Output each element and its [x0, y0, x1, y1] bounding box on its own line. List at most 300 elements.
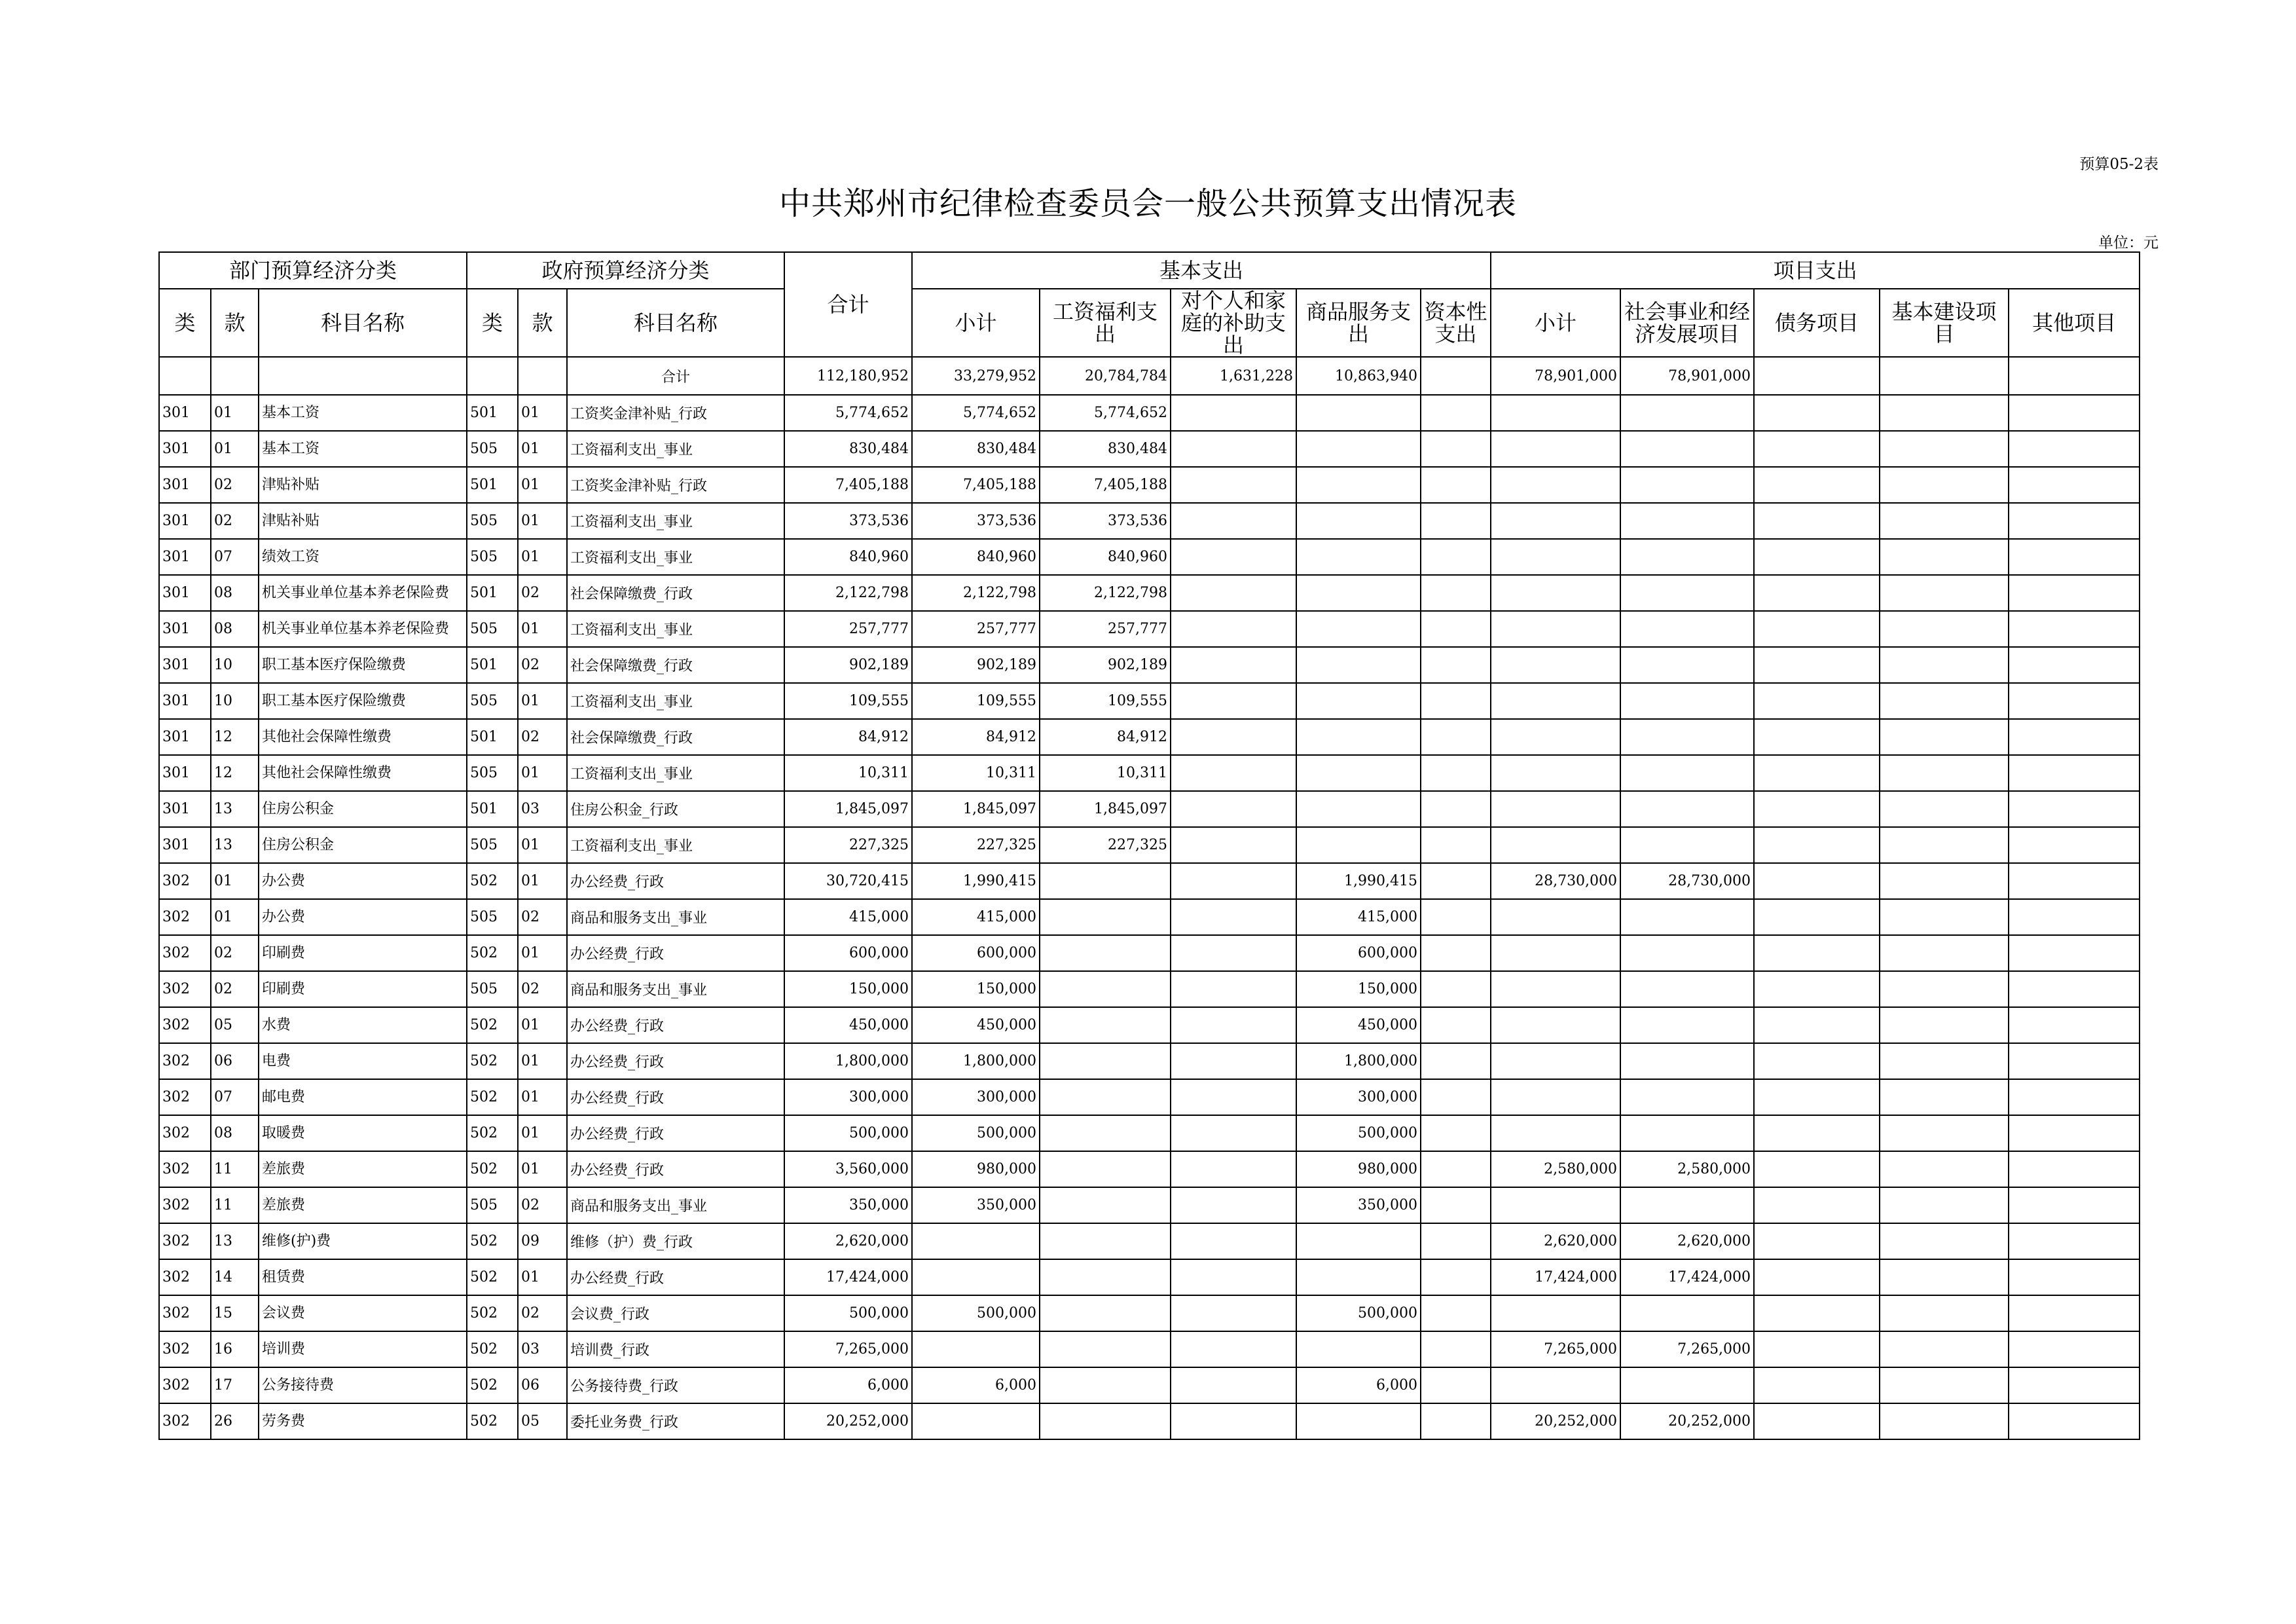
dept-kuan-cell: 05	[211, 1007, 259, 1043]
goods-services-cell	[1296, 647, 1421, 683]
gov-lei-cell: 505	[467, 1187, 518, 1223]
gov-subject-cell: 社会保障缴费_行政	[567, 719, 784, 755]
family-subsidy-cell	[1171, 503, 1296, 539]
debt-cell	[1754, 899, 1880, 935]
gov-kuan-cell: 01	[518, 1043, 567, 1079]
project-subtotal-cell	[1491, 611, 1620, 647]
capital-cell	[1421, 575, 1491, 611]
debt-cell	[1754, 1295, 1880, 1331]
family-subsidy-cell	[1171, 395, 1296, 431]
total-cell: 2,620,000	[784, 1223, 912, 1259]
goods-services-cell	[1296, 827, 1421, 863]
capital-cell	[1421, 791, 1491, 827]
dept-kuan-cell: 11	[211, 1187, 259, 1223]
construction-cell	[1880, 1295, 2009, 1331]
debt-cell	[1754, 863, 1880, 899]
capital-cell	[1421, 1079, 1491, 1115]
dept-lei-cell: 302	[159, 1115, 211, 1151]
family-subsidy-cell	[1171, 1151, 1296, 1187]
table-row	[159, 1223, 2140, 1259]
gov-kuan-cell: 01	[518, 827, 567, 863]
capital-cell	[1421, 611, 1491, 647]
total-cell: 5,774,652	[784, 395, 912, 431]
goods-services-cell: 500,000	[1296, 1295, 1421, 1331]
goods-services-cell: 1,800,000	[1296, 1043, 1421, 1079]
wages-cell	[1040, 1223, 1171, 1259]
construction-cell	[1880, 1043, 2009, 1079]
wages-cell	[1040, 1295, 1171, 1331]
total-row-project-subtotal: 78,901,000	[1491, 357, 1620, 395]
goods-services-cell	[1296, 503, 1421, 539]
gov-lei-cell: 501	[467, 395, 518, 431]
construction-cell	[1880, 1115, 2009, 1151]
dept-subject-cell: 其他社会保障性缴费	[259, 755, 467, 791]
gov-kuan-cell: 02	[518, 575, 567, 611]
construction-cell	[1880, 1079, 2009, 1115]
dept-subject-cell: 基本工资	[259, 395, 467, 431]
dept-kuan-cell: 01	[211, 431, 259, 467]
project-subtotal-cell: 2,620,000	[1491, 1223, 1620, 1259]
other-cell	[2009, 503, 2140, 539]
goods-services-cell: 450,000	[1296, 1007, 1421, 1043]
basic-subtotal-cell: 980,000	[912, 1151, 1040, 1187]
other-cell	[2009, 1151, 2140, 1187]
gov-subject-cell: 工资福利支出_事业	[567, 611, 784, 647]
other-cell	[2009, 539, 2140, 575]
gov-subject-cell: 公务接待费_行政	[567, 1367, 784, 1403]
project-subtotal-cell	[1491, 719, 1620, 755]
other-cell	[2009, 1295, 2140, 1331]
gov-subject-cell: 工资福利支出_事业	[567, 683, 784, 719]
gov-kuan-cell: 02	[518, 899, 567, 935]
wages-cell: 10,311	[1040, 755, 1171, 791]
family-subsidy-cell	[1171, 1331, 1296, 1367]
capital-cell	[1421, 1115, 1491, 1151]
gov-subject-cell: 工资奖金津补贴_行政	[567, 467, 784, 503]
capital-cell	[1421, 647, 1491, 683]
dept-subject-cell: 电费	[259, 1043, 467, 1079]
table-row	[159, 899, 2140, 935]
family-subsidy-cell	[1171, 1115, 1296, 1151]
dept-kuan-cell: 02	[211, 467, 259, 503]
wages-cell: 5,774,652	[1040, 395, 1171, 431]
project-subtotal-cell	[1491, 647, 1620, 683]
family-subsidy-header: 对个人和家庭的补助支出	[1171, 289, 1296, 357]
gov-kuan-cell: 02	[518, 971, 567, 1007]
capital-cell	[1421, 395, 1491, 431]
capital-cell	[1421, 827, 1491, 863]
total-cell: 257,777	[784, 611, 912, 647]
debt-cell	[1754, 647, 1880, 683]
project-subtotal-cell: 28,730,000	[1491, 863, 1620, 899]
project-expense-header: 项目支出	[1491, 252, 2140, 289]
social-dev-cell	[1620, 755, 1754, 791]
dept-subject-cell: 取暖费	[259, 1115, 467, 1151]
dept-subject-cell: 公务接待费	[259, 1367, 467, 1403]
goods-services-cell: 500,000	[1296, 1115, 1421, 1151]
basic-subtotal-cell: 830,484	[912, 431, 1040, 467]
capital-cell	[1421, 1295, 1491, 1331]
gov-kuan-cell: 02	[518, 1187, 567, 1223]
basic-subtotal-cell	[912, 1223, 1040, 1259]
social-dev-cell	[1620, 1367, 1754, 1403]
construction-cell	[1880, 647, 2009, 683]
goods-services-cell	[1296, 539, 1421, 575]
dept-kuan-cell: 11	[211, 1151, 259, 1187]
other-cell	[2009, 1079, 2140, 1115]
table-row	[159, 395, 2140, 431]
dept-lei-cell: 301	[159, 647, 211, 683]
construction-header: 基本建设项目	[1880, 289, 2009, 357]
dept-kuan-cell: 07	[211, 1079, 259, 1115]
wages-cell: 257,777	[1040, 611, 1171, 647]
goods-services-cell: 350,000	[1296, 1187, 1421, 1223]
dept-lei-cell: 302	[159, 1151, 211, 1187]
total-row-wages: 20,784,784	[1040, 357, 1171, 395]
debt-cell	[1754, 575, 1880, 611]
basic-subtotal-cell: 150,000	[912, 971, 1040, 1007]
debt-cell	[1754, 683, 1880, 719]
family-subsidy-cell	[1171, 431, 1296, 467]
gov-lei-cell: 502	[467, 863, 518, 899]
gov-kuan-cell: 02	[518, 647, 567, 683]
project-subtotal-cell	[1491, 467, 1620, 503]
gov-lei-cell: 505	[467, 611, 518, 647]
debt-cell	[1754, 827, 1880, 863]
goods-services-cell: 6,000	[1296, 1367, 1421, 1403]
dept-subject-cell: 差旅费	[259, 1151, 467, 1187]
dept-kuan-cell: 26	[211, 1403, 259, 1439]
construction-cell	[1880, 1187, 2009, 1223]
social-dev-cell	[1620, 1043, 1754, 1079]
gov-kuan-cell: 01	[518, 395, 567, 431]
dept-subject-cell: 基本工资	[259, 431, 467, 467]
project-subtotal-cell	[1491, 395, 1620, 431]
debt-cell	[1754, 755, 1880, 791]
dept-subject-cell: 差旅费	[259, 1187, 467, 1223]
gov-subject-cell: 会议费_行政	[567, 1295, 784, 1331]
social-dev-cell: 2,580,000	[1620, 1151, 1754, 1187]
basic-subtotal-cell: 350,000	[912, 1187, 1040, 1223]
gov-lei-cell: 505	[467, 827, 518, 863]
debt-cell	[1754, 1259, 1880, 1295]
table-row	[159, 1331, 2140, 1367]
dept-subject-cell: 机关事业单位基本养老保险费	[259, 575, 467, 611]
gov-lei-cell: 505	[467, 755, 518, 791]
gov-lei-cell: 505	[467, 899, 518, 935]
basic-subtotal-cell: 450,000	[912, 1007, 1040, 1043]
table-row	[159, 467, 2140, 503]
dept-subject-cell: 印刷费	[259, 935, 467, 971]
dept-kuan-cell: 10	[211, 647, 259, 683]
capital-cell	[1421, 1259, 1491, 1295]
dept-subject-cell: 维修(护)费	[259, 1223, 467, 1259]
other-cell	[2009, 395, 2140, 431]
dept-kuan-cell: 12	[211, 755, 259, 791]
social-dev-cell	[1620, 971, 1754, 1007]
dept-kuan-cell: 01	[211, 395, 259, 431]
wages-cell: 830,484	[1040, 431, 1171, 467]
total-cell: 17,424,000	[784, 1259, 912, 1295]
other-cell	[2009, 755, 2140, 791]
basic-subtotal-cell: 300,000	[912, 1079, 1040, 1115]
social-dev-cell	[1620, 431, 1754, 467]
basic-subtotal-cell: 227,325	[912, 827, 1040, 863]
family-subsidy-cell	[1171, 467, 1296, 503]
social-dev-cell	[1620, 395, 1754, 431]
project-subtotal-cell	[1491, 1007, 1620, 1043]
social-dev-cell: 28,730,000	[1620, 863, 1754, 899]
goods-services-cell: 300,000	[1296, 1079, 1421, 1115]
family-subsidy-cell	[1171, 1295, 1296, 1331]
construction-cell	[1880, 467, 2009, 503]
total-cell: 500,000	[784, 1115, 912, 1151]
project-subtotal-cell	[1491, 1043, 1620, 1079]
family-subsidy-cell	[1171, 611, 1296, 647]
dept-kuan-cell: 13	[211, 827, 259, 863]
gov-subject-cell: 维修（护）费_行政	[567, 1223, 784, 1259]
wages-cell	[1040, 1151, 1171, 1187]
debt-cell	[1754, 971, 1880, 1007]
capital-cell	[1421, 971, 1491, 1007]
basic-subtotal-cell: 840,960	[912, 539, 1040, 575]
social-dev-header: 社会事业和经济发展项目	[1620, 289, 1754, 357]
goods-services-cell	[1296, 791, 1421, 827]
wages-cell	[1040, 1187, 1171, 1223]
table-row	[159, 575, 2140, 611]
wages-cell: 902,189	[1040, 647, 1171, 683]
wages-cell	[1040, 1115, 1171, 1151]
construction-cell	[1880, 755, 2009, 791]
total-row-basic-subtotal: 33,279,952	[912, 357, 1040, 395]
gov-lei-cell: 505	[467, 683, 518, 719]
total-row-social-dev: 78,901,000	[1620, 357, 1754, 395]
basic-subtotal-cell: 500,000	[912, 1115, 1040, 1151]
dept-subject-header: 科目名称	[259, 289, 467, 357]
table-row	[159, 1079, 2140, 1115]
table-row	[159, 827, 2140, 863]
debt-cell	[1754, 1223, 1880, 1259]
dept-kuan-cell: 06	[211, 1043, 259, 1079]
table-row	[159, 611, 2140, 647]
capital-cell	[1421, 755, 1491, 791]
gov-subject-cell: 工资奖金津补贴_行政	[567, 395, 784, 431]
table-row	[159, 1043, 2140, 1079]
dept-subject-cell: 津贴补贴	[259, 503, 467, 539]
gov-kuan-cell: 03	[518, 1331, 567, 1367]
basic-subtotal-cell: 6,000	[912, 1367, 1040, 1403]
dept-lei-cell: 302	[159, 899, 211, 935]
social-dev-cell	[1620, 1187, 1754, 1223]
dept-kuan-cell: 01	[211, 899, 259, 935]
debt-cell	[1754, 1403, 1880, 1439]
debt-cell	[1754, 503, 1880, 539]
basic-subtotal-cell: 902,189	[912, 647, 1040, 683]
table-row	[159, 1115, 2140, 1151]
construction-cell	[1880, 899, 2009, 935]
other-cell	[2009, 1043, 2140, 1079]
gov-lei-cell: 505	[467, 971, 518, 1007]
wages-cell: 7,405,188	[1040, 467, 1171, 503]
dept-subject-cell: 职工基本医疗保险缴费	[259, 683, 467, 719]
other-cell	[2009, 971, 2140, 1007]
wages-cell	[1040, 935, 1171, 971]
dept-kuan-cell: 01	[211, 863, 259, 899]
basic-subtotal-cell: 1,845,097	[912, 791, 1040, 827]
dept-kuan-cell: 12	[211, 719, 259, 755]
construction-cell	[1880, 1259, 2009, 1295]
construction-cell	[1880, 611, 2009, 647]
other-cell	[2009, 1223, 2140, 1259]
dept-subject-cell: 住房公积金	[259, 791, 467, 827]
social-dev-cell	[1620, 1295, 1754, 1331]
table-row	[159, 1259, 2140, 1295]
project-subtotal-cell: 17,424,000	[1491, 1259, 1620, 1295]
family-subsidy-cell	[1171, 539, 1296, 575]
goods-services-cell	[1296, 575, 1421, 611]
goods-services-cell	[1296, 1403, 1421, 1439]
wages-cell: 840,960	[1040, 539, 1171, 575]
debt-header: 债务项目	[1754, 289, 1880, 357]
gov-lei-cell: 502	[467, 1007, 518, 1043]
total-row	[159, 357, 2140, 395]
capital-cell	[1421, 1043, 1491, 1079]
dept-lei-cell: 301	[159, 575, 211, 611]
project-subtotal-cell	[1491, 503, 1620, 539]
dept-lei-cell: 302	[159, 935, 211, 971]
gov-subject-cell: 办公经费_行政	[567, 1043, 784, 1079]
total-cell: 109,555	[784, 683, 912, 719]
capital-cell	[1421, 1331, 1491, 1367]
wages-cell	[1040, 1079, 1171, 1115]
dept-subject-cell: 其他社会保障性缴费	[259, 719, 467, 755]
other-cell	[2009, 1007, 2140, 1043]
table-row	[159, 431, 2140, 467]
gov-kuan-cell: 01	[518, 1259, 567, 1295]
project-subtotal-cell: 20,252,000	[1491, 1403, 1620, 1439]
project-subtotal-cell	[1491, 1187, 1620, 1223]
gov-kuan-cell: 01	[518, 863, 567, 899]
construction-cell	[1880, 1331, 2009, 1367]
project-subtotal-cell	[1491, 899, 1620, 935]
gov-lei-cell: 502	[467, 1079, 518, 1115]
project-subtotal-cell	[1491, 431, 1620, 467]
gov-kuan-cell: 06	[518, 1367, 567, 1403]
goods-services-cell	[1296, 683, 1421, 719]
dept-kuan-cell: 16	[211, 1331, 259, 1367]
family-subsidy-cell	[1171, 899, 1296, 935]
goods-services-cell: 150,000	[1296, 971, 1421, 1007]
dept-lei-cell: 302	[159, 1007, 211, 1043]
goods-services-cell	[1296, 1223, 1421, 1259]
dept-subject-cell: 培训费	[259, 1331, 467, 1367]
dept-kuan-cell: 17	[211, 1367, 259, 1403]
dept-lei-cell: 302	[159, 863, 211, 899]
total-cell: 373,536	[784, 503, 912, 539]
dept-subject-cell: 办公费	[259, 863, 467, 899]
capital-cell	[1421, 467, 1491, 503]
goods-services-cell	[1296, 719, 1421, 755]
other-cell	[2009, 1331, 2140, 1367]
gov-kuan-cell: 01	[518, 1007, 567, 1043]
gov-lei-cell: 501	[467, 791, 518, 827]
dept-kuan-cell: 02	[211, 971, 259, 1007]
total-cell: 2,122,798	[784, 575, 912, 611]
basic-subtotal-cell	[912, 1403, 1040, 1439]
goods-services-cell: 980,000	[1296, 1151, 1421, 1187]
family-subsidy-cell	[1171, 1367, 1296, 1403]
goods-services-cell	[1296, 755, 1421, 791]
gov-kuan-cell: 05	[518, 1403, 567, 1439]
unit-label: 单位：元	[2098, 234, 2159, 251]
dept-lei-cell: 302	[159, 1403, 211, 1439]
table-row	[159, 503, 2140, 539]
construction-cell	[1880, 1007, 2009, 1043]
wages-cell	[1040, 1007, 1171, 1043]
budget-table	[158, 251, 2140, 1440]
wages-cell: 109,555	[1040, 683, 1171, 719]
dept-lei-cell: 301	[159, 791, 211, 827]
total-cell: 3,560,000	[784, 1151, 912, 1187]
total-cell: 1,800,000	[784, 1043, 912, 1079]
table-header	[159, 252, 2140, 357]
debt-cell	[1754, 1187, 1880, 1223]
debt-cell	[1754, 395, 1880, 431]
gov-subject-cell: 社会保障缴费_行政	[567, 575, 784, 611]
goods-services-cell	[1296, 611, 1421, 647]
basic-subtotal-cell	[912, 1259, 1040, 1295]
wages-cell	[1040, 1043, 1171, 1079]
gov-lei-cell: 501	[467, 719, 518, 755]
project-subtotal-cell	[1491, 539, 1620, 575]
gov-kuan-cell: 03	[518, 791, 567, 827]
dept-kuan-cell: 10	[211, 683, 259, 719]
dept-kuan-cell: 08	[211, 575, 259, 611]
family-subsidy-cell	[1171, 971, 1296, 1007]
gov-subject-cell: 办公经费_行政	[567, 1007, 784, 1043]
debt-cell	[1754, 1331, 1880, 1367]
dept-lei-cell: 302	[159, 1223, 211, 1259]
construction-cell	[1880, 683, 2009, 719]
gov-subject-cell: 住房公积金_行政	[567, 791, 784, 827]
gov-lei-cell: 502	[467, 1367, 518, 1403]
debt-cell	[1754, 791, 1880, 827]
goods-services-header: 商品服务支出	[1296, 289, 1421, 357]
table-row	[159, 755, 2140, 791]
construction-cell	[1880, 719, 2009, 755]
family-subsidy-cell	[1171, 791, 1296, 827]
other-cell	[2009, 431, 2140, 467]
debt-cell	[1754, 1367, 1880, 1403]
page-title: 中共郑州市纪律检查委员会一般公共预算支出情况表	[778, 185, 1517, 222]
debt-cell	[1754, 611, 1880, 647]
table-row	[159, 1403, 2140, 1439]
gov-lei-cell: 505	[467, 503, 518, 539]
debt-cell	[1754, 467, 1880, 503]
dept-kuan-cell: 14	[211, 1259, 259, 1295]
wages-cell	[1040, 1259, 1171, 1295]
gov-lei-cell: 505	[467, 539, 518, 575]
gov-lei-cell: 501	[467, 647, 518, 683]
project-subtotal-cell	[1491, 683, 1620, 719]
gov-kuan-cell: 02	[518, 1295, 567, 1331]
capital-cell	[1421, 1223, 1491, 1259]
gov-kuan-cell: 02	[518, 719, 567, 755]
construction-cell	[1880, 575, 2009, 611]
construction-cell	[1880, 1223, 2009, 1259]
wages-cell: 1,845,097	[1040, 791, 1171, 827]
social-dev-cell	[1620, 611, 1754, 647]
